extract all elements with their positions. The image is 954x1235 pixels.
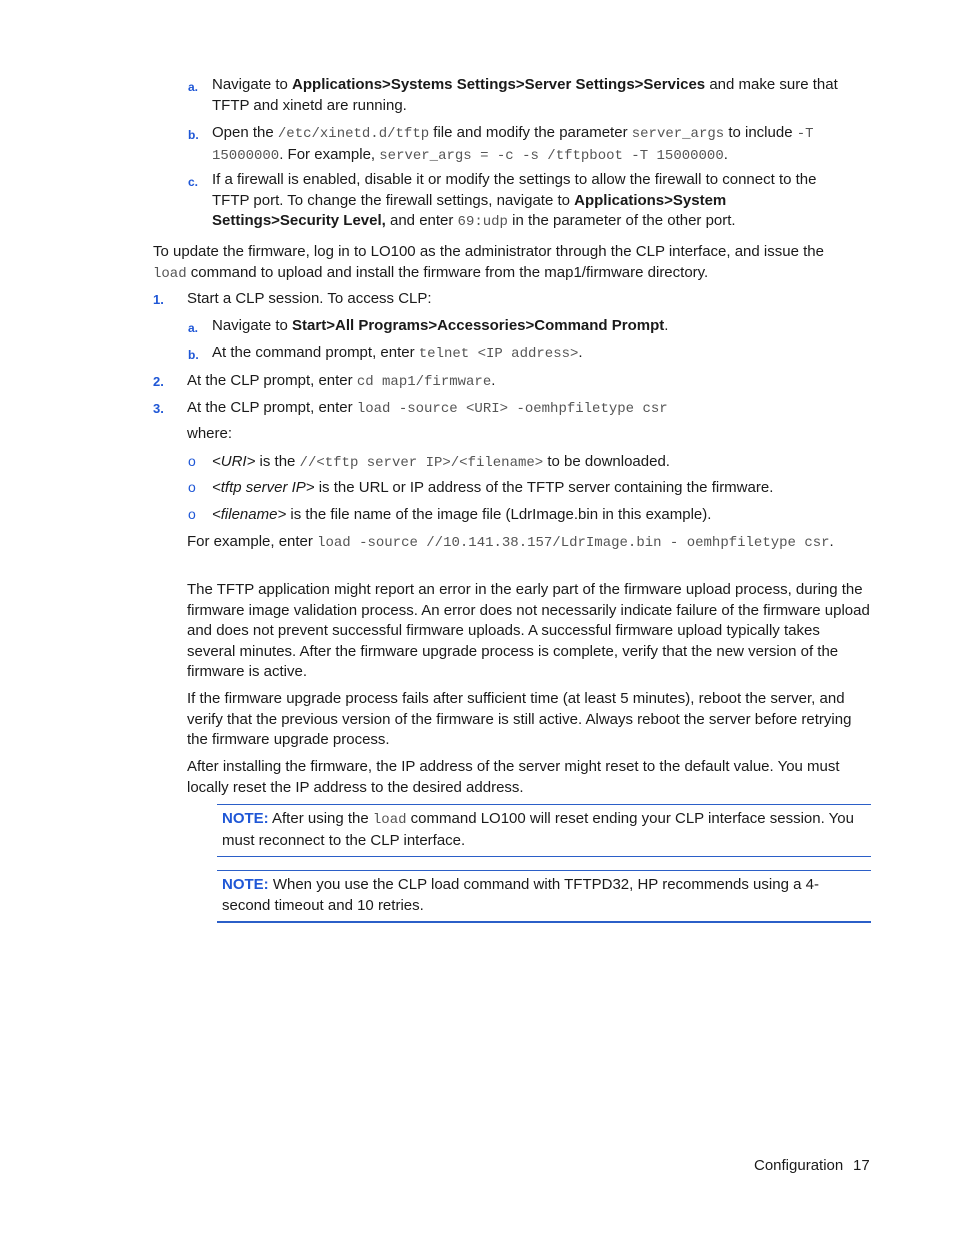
note-top-rule bbox=[217, 870, 871, 871]
code-cd: cd map1/firmware bbox=[356, 374, 492, 390]
step-b-text: Open the /etc/xinetd.d/tftp file and modify the parameter server_args to include -T 15000000. For example, server_args = -c -s /tftpboot -T 15000000. bbox=[212, 124, 814, 164]
note-label: NOTE: bbox=[222, 810, 269, 827]
code-example-load: load -source //10.141.38.157/LdrImage.bin - oemhpfiletype csr bbox=[317, 535, 830, 551]
code-param: server_args bbox=[631, 126, 725, 142]
note-bottom-rule bbox=[217, 921, 871, 923]
page-number: 17 bbox=[853, 1157, 870, 1174]
list-marker-b: b. bbox=[188, 128, 199, 142]
code-example: server_args = -c -s /tftpboot -T 15000000 bbox=[379, 147, 724, 164]
step-1-text: Start a CLP session. To access CLP: bbox=[187, 290, 432, 307]
code-load: load bbox=[372, 812, 407, 828]
step-c-text: If a firewall is enabled, disable it or modify the settings to allow the firewall to connect to the TFTP port. To change the firewall settings, navigate to Applications>System Settings>Security Level, and enter 69:udp in the parameter of the other port. bbox=[212, 171, 817, 230]
note-bottom-rule bbox=[217, 856, 871, 857]
paragraph-tftp-error: The TFTP application might report an error in the early part of the firmware upload process, during the firmware image validation process. An error does not necessarily indicate failure of the firmware upload and does not prevent successful firmware uploads. A successful firmware upload typically takes several minutes. After the firmware upgrade process is complete, verify that the new version of the firmware is active. bbox=[187, 581, 870, 680]
menu-path: Applications>Systems Settings>Server Settings>Services bbox=[292, 76, 706, 93]
step-3-text: At the CLP prompt, enter load -source <URI> -oemhpfiletype csr bbox=[187, 399, 668, 417]
note-top-rule bbox=[217, 804, 871, 805]
step-number-1: 1. bbox=[153, 292, 164, 307]
bullet-filename: <filename> is the file name of the image file (LdrImage.bin in this example). bbox=[212, 506, 712, 523]
code-value: -T 15000000 bbox=[212, 126, 814, 164]
example-paragraph: For example, enter load -source //10.141.38.157/LdrImage.bin - oemhpfiletype csr. bbox=[187, 533, 834, 551]
bullet-icon: o bbox=[188, 453, 196, 469]
paragraph-upgrade-fails: If the firmware upgrade process fails after sufficient time (at least 5 minutes), reboot the server, and verify that the previous version of the firmware is still active. Always reboot the server before retrying the firmware upgrade process. bbox=[187, 690, 852, 748]
code-file-path: /etc/xinetd.d/tftp bbox=[277, 126, 430, 142]
code-telnet: telnet <IP address> bbox=[418, 346, 579, 362]
note-label: NOTE: bbox=[222, 876, 269, 893]
bullet-icon: o bbox=[188, 479, 196, 495]
menu-path: Applications>System Settings>Security Level, bbox=[212, 191, 727, 229]
menu-path: Start>All Programs>Accessories>Command Prompt bbox=[292, 317, 665, 334]
list-marker-a: a. bbox=[188, 321, 199, 335]
step-2-text: At the CLP prompt, enter cd map1/firmware. bbox=[187, 372, 496, 390]
step-number-2: 2. bbox=[153, 374, 164, 389]
step-a-text: Navigate to Applications>Systems Settings>Server Settings>Services and make sure that TFTP and xinetd are running. bbox=[212, 76, 838, 114]
code-load-command: load -source <URI> -oemhpfiletype csr bbox=[356, 401, 668, 417]
where-label: where: bbox=[187, 425, 233, 442]
code-port: 69:udp bbox=[457, 214, 508, 230]
step-number-3: 3. bbox=[153, 401, 164, 416]
note-box-2: NOTE: When you use the CLP load command with TFTPD32, HP recommends using a 4-second timeout and 10 retries. bbox=[222, 876, 819, 914]
code-uri: //<tftp server IP>/<filename> bbox=[299, 455, 544, 471]
footer-section-title: Configuration bbox=[754, 1157, 844, 1174]
intro-paragraph: To update the firmware, log in to LO100 as the administrator through the CLP interface, and issue the load command to upload and install the firmware from the map1/firmware directory. bbox=[153, 243, 824, 282]
list-marker-b: b. bbox=[188, 348, 199, 362]
bullet-icon: o bbox=[188, 506, 196, 522]
list-marker-c: c. bbox=[188, 175, 199, 189]
bullet-tftp-server-ip: <tftp server IP> is the URL or IP address of the TFTP server containing the firmware. bbox=[212, 479, 774, 496]
note-box-1: NOTE: After using the load command LO100 will reset ending your CLP interface session. You must reconnect to the CLP interface. bbox=[222, 810, 854, 849]
step-1b-text: At the command prompt, enter telnet <IP address>. bbox=[212, 344, 583, 362]
list-marker-a: a. bbox=[188, 80, 199, 94]
code-load: load bbox=[153, 265, 187, 282]
step-1a-text: Navigate to Start>All Programs>Accessories>Command Prompt. bbox=[212, 317, 669, 334]
paragraph-ip-reset: After installing the firmware, the IP address of the server might reset to the default value. You must locally reset the IP address to the desired address. bbox=[187, 758, 840, 796]
bullet-uri: <URI> is the //<tftp server IP>/<filename> to be downloaded. bbox=[212, 453, 670, 471]
